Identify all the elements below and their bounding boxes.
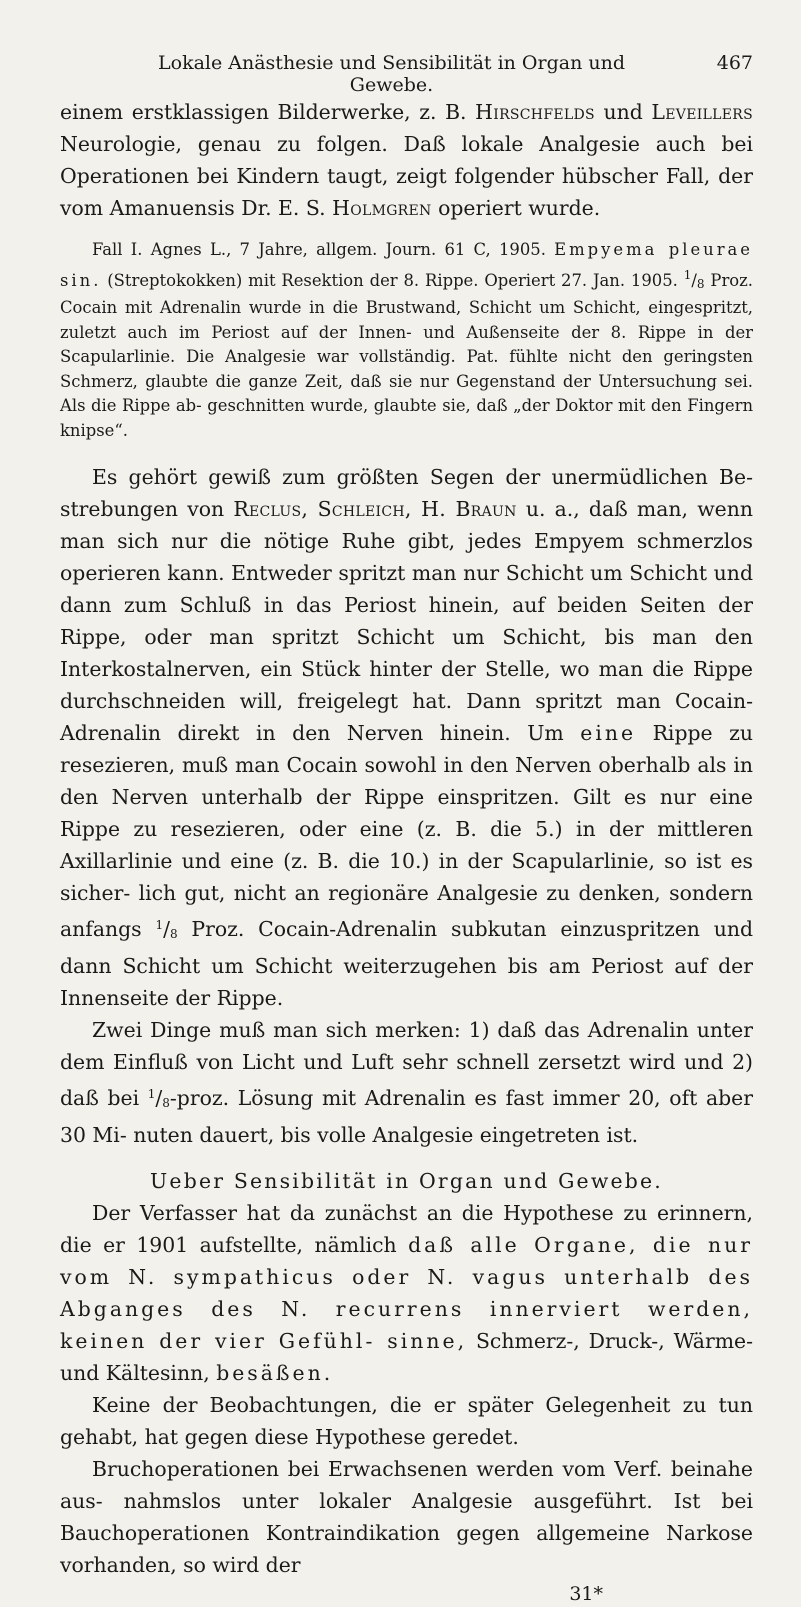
author-names: Reclus, Schleich, H. Braun [233,497,517,521]
printer-signature: 31* [569,1583,603,1605]
paragraph-empyema: Es gehört gewiß zum größten Segen der unermüdlichen Be- strebungen von Reclus, Schleich, H. Braun u. a., daß man, wenn man sich nur die nötige Ruhe gibt, jedes Empyem schmerzlos operieren kann. Entweder spritzt man nur Schicht um Schicht und dann zum Schluß in das Periost hinein, auf beiden Seiten der Rippe, oder man spritzt Schicht um Schicht, bis man den Interkostalnerven, ein Stück hinter der Stelle, wo man die Rippe durchschneiden will, freigelegt hat. Dann spritzt man Cocain-Adrenalin direkt in den Nerven hinein. Um eine Rippe zu resezieren, muß man Cocain sowohl in den Nerven oberhalb als in den Nerven unterhalb der Rippe einspritzen. Gilt es nur eine Rippe zu resezieren, oder eine (z. B. die 5.) in der mittleren Axillarlinie und eine (z. B. die 10.) in der Scapularlinie, so ist es sicher- lich gut, nicht an regionäre Analgesie zu denken, sondern anfangs $^1/_8$ Proz. Cocain-Adrenalin subkutan einzuspritzen und dann Schicht um Schicht weiterzugehen bis am Periost auf der Innenseite der Rippe. [60,465,754,1010]
paragraph-intro: einem erstklassigen Bilderwerke, z. B. Hirschfelds und Leveillers Neurologie, genau zu folgen. Daß lokale Analgesie auch bei Operationen bei Kindern taugt, zeigt folgender hübscher Fall, der vom Amanuensis Dr. E. S. Holmgren operiert wurde. [60,100,753,220]
emphasis-spaced: daß alle Organe, die nur vom N. sympathicus oder N. vagus unterhalb des Abganges des N. recurrens innerviert werden, keinen der vier Gefühl- sinne, [60,1233,753,1353]
author-name: Leveillers [651,100,753,124]
emphasis-spaced: besäßen [216,1361,324,1385]
page-body [60,96,753,1607]
paragraph-hernia: Bruchoperationen bei Erwachsenen werden vom Verf. beinahe aus- nahmslos unter lokaler Analgesie ausgeführt. Ist bei Bauchoperationen Kontraindikation gegen allgemeine Narkose vorhanden, so wird der [60,1457,753,1577]
page-number: 467 [716,52,753,74]
paragraph-observations: Keine der Beobachtungen, die er später Gelegenheit zu tun gehabt, hat gegen diese Hypothese geredet. [60,1393,753,1449]
case-report: Fall I. Agnes L., 7 Jahre, allgem. Journ. 61 C, 1905. Empyema pleurae sin. (Streptokokken) mit Resektion der 8. Rippe. Operiert 27. Jan. 1905. $^1/_8$ Proz. Cocain mit Adrenalin wurde in die Brustwand, Schicht um Schicht, eingespritzt, zuletzt auch im Periost auf der Innen- und Außenseite der 8. Rippe in der Scapularlinie. Die Analgesie war vollständig. Pat. fühlte nicht den geringsten Schmerz, glaubte die ganze Zeit, daß sie nur Gegenstand der Untersuchung sei. Als die Rippe ab- geschnitten wurde, glaubte sie, daß „der Doktor mit den Fingern knipse“. [60,240,754,440]
section-heading: Ueber Sensibilität in Organ und Gewebe. [150,1169,663,1193]
author-name: Hirschfelds [475,100,595,124]
diagnosis-spaced: Empyema pleurae sin. [60,240,754,290]
emphasis-spaced: eine [580,721,637,745]
paragraph-adrenalin: Zwei Dinge muß man sich merken: 1) daß das Adrenalin unter dem Einfluß von Licht und Luft sehr schnell zersetzt wird und 2) daß bei $^1/_8$-proz. Lösung mit Adrenalin es fast immer 20, oft aber 30 Mi- nuten dauert, bis volle Analgesie eingetreten ist. [60,1018,753,1147]
running-title: Lokale Anästhesie und Sensibilität in Organ und Gewebe. [158,52,625,96]
author-name: Holmgren [332,196,432,220]
running-header [120,52,753,96]
paragraph-hypothesis: Der Verfasser hat da zunächst an die Hypothese zu erinnern, die er 1901 aufstellte, nämlich daß alle Organe, die nur vom N. sympathicus oder N. vagus unterhalb des Abganges des N. recurrens innerviert werden, keinen der vier Gefühl- sinne, Schmerz-, Druck-, Wärme- und Kältesinn, besäßen. [60,1201,753,1385]
